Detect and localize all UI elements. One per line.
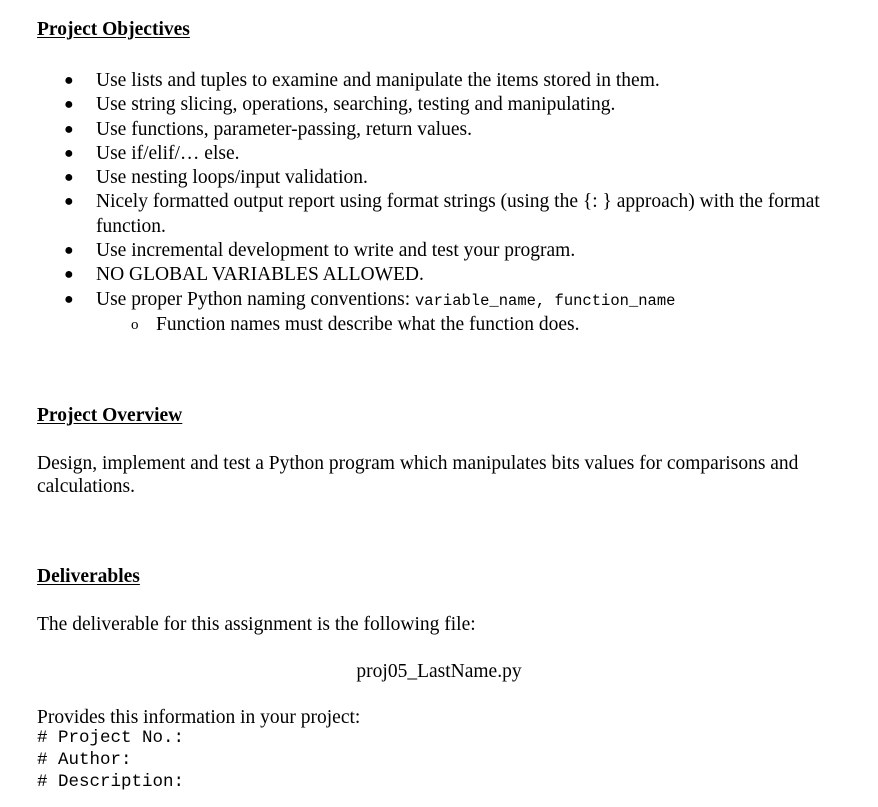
- provides-text: Provides this information in your project:: [37, 707, 361, 728]
- bullet-icon: ●: [64, 144, 74, 162]
- bullet-icon: ●: [64, 290, 74, 308]
- list-item: ● Use nesting loops/input validation.: [0, 166, 856, 190]
- code-line-author: # Author:: [37, 750, 132, 770]
- list-item: ● Use if/elif/… else.: [0, 142, 856, 166]
- code-line-description: # Description:: [37, 772, 185, 792]
- objectives-heading: Project Objectives: [37, 19, 190, 40]
- bullet-icon: ●: [64, 242, 74, 260]
- objectives-list: [0, 69, 878, 337]
- sub-list-item: o Function names must describe what the function does.: [0, 313, 856, 337]
- naming-convention-code: variable_name, function_name: [415, 291, 676, 310]
- bullet-icon: ●: [64, 96, 74, 114]
- list-item: ● Use string slicing, operations, searching, testing and manipulating.: [0, 93, 856, 117]
- bullet-icon: ●: [64, 266, 74, 284]
- deliverables-heading: Deliverables: [37, 566, 140, 587]
- list-item: ● Use proper Python naming conventions: variable_name, function_name: [0, 288, 856, 313]
- deliverable-filename: proj05_LastName.py: [356, 661, 522, 682]
- list-item: ● Use incremental development to write and test your program.: [0, 239, 856, 263]
- bullet-icon: ●: [64, 169, 74, 187]
- bullet-icon: ●: [64, 193, 74, 211]
- deliverables-intro: The deliverable for this assignment is the following file:: [37, 614, 476, 635]
- list-item: ● Use lists and tuples to examine and manipulate the items stored in them.: [0, 69, 856, 93]
- list-item: ● Nicely formatted output report using format strings (using the {: } approach) with the format function.: [64, 191, 820, 237]
- overview-heading: Project Overview: [37, 405, 183, 426]
- list-item: ● Use functions, parameter-passing, return values.: [0, 118, 856, 142]
- overview-text: Design, implement and test a Python program which manipulates bits values for comparisons and calculations.: [37, 453, 799, 497]
- bullet-icon: ●: [64, 72, 74, 89]
- list-item: ● NO GLOBAL VARIABLES ALLOWED.: [0, 263, 856, 287]
- bullet-icon: ●: [64, 120, 74, 138]
- code-line-project-no: # Project No.:: [37, 728, 185, 748]
- hollow-bullet-icon: o: [131, 316, 139, 333]
